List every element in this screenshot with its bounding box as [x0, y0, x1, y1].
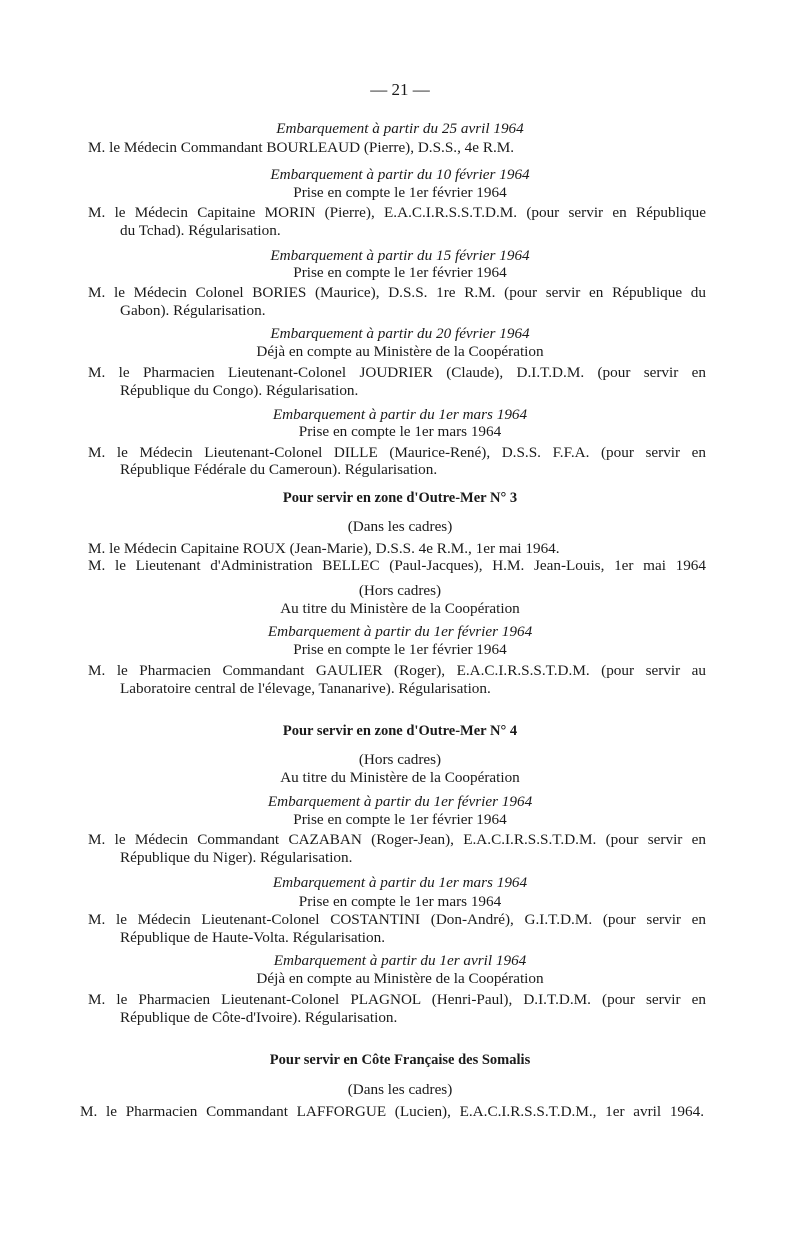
- section-heading: Pour servir en zone d'Outre-Mer N° 4: [282, 723, 518, 739]
- entry-line: M. le Pharmacien Commandant LAFFORGUE (Lucien), E.A.C.I.R.S.S.T.D.M., 1er avril 1964.: [80, 1103, 704, 1120]
- heading-embarkation: Embarquement à partir du 1er mars 1964: [272, 874, 528, 891]
- heading-account: Prise en compte le 1er février 1964: [293, 641, 507, 658]
- entry-line: M. le Médecin Capitaine MORIN (Pierre), E.A.C.I.R.S.S.T.D.M. (pour servir en République: [88, 204, 706, 221]
- subheading: Au titre du Ministère de la Coopération: [280, 600, 520, 617]
- heading-account: Déjà en compte au Ministère de la Coopération: [256, 343, 544, 360]
- subheading: (Dans les cadres): [347, 518, 453, 535]
- entry-line: M. le Pharmacien Commandant GAULIER (Roger), E.A.C.I.R.S.S.T.D.M. (pour servir au: [88, 662, 706, 679]
- entry-line: M. le Pharmacien Lieutenant-Colonel PLAGNOL (Henri-Paul), D.I.T.D.M. (pour servir en: [88, 991, 706, 1008]
- heading-account: Prise en compte le 1er février 1964: [293, 264, 507, 281]
- entry-continuation: du Tchad). Régularisation.: [120, 222, 281, 239]
- subheading: Au titre du Ministère de la Coopération: [280, 769, 520, 786]
- heading-embarkation: Embarquement à partir du 15 février 1964: [270, 247, 530, 264]
- entry-line: M. le Lieutenant d'Administration BELLEC (Paul-Jacques), H.M. Jean-Louis, 1er mai 1964: [88, 557, 706, 574]
- subheading: (Dans les cadres): [347, 1081, 453, 1098]
- heading-embarkation: Embarquement à partir du 1er avril 1964: [273, 952, 527, 969]
- entry-line: M. le Pharmacien Lieutenant-Colonel JOUDRIER (Claude), D.I.T.D.M. (pour servir en: [88, 364, 706, 381]
- entry-line: M. le Médecin Lieutenant-Colonel DILLE (Maurice-René), D.S.S. F.F.A. (pour servir en: [88, 444, 706, 461]
- entry-line: M. le Médecin Capitaine ROUX (Jean-Marie), D.S.S. 4e R.M., 1er mai 1964.: [88, 540, 560, 557]
- heading-embarkation: Embarquement à partir du 25 avril 1964: [276, 120, 524, 137]
- entry-line: M. le Médecin Colonel BORIES (Maurice), D.S.S. 1re R.M. (pour servir en République du: [88, 284, 706, 301]
- heading-account: Déjà en compte au Ministère de la Coopération: [256, 970, 544, 987]
- heading-embarkation: Embarquement à partir du 20 février 1964: [270, 325, 530, 342]
- heading-account: Prise en compte le 1er mars 1964: [298, 423, 502, 440]
- heading-embarkation: Embarquement à partir du 1er février 1964: [267, 793, 533, 810]
- entry-continuation: République du Niger). Régularisation.: [120, 849, 353, 866]
- section-heading: Pour servir en zone d'Outre-Mer N° 3: [282, 490, 518, 506]
- entry-continuation: Gabon). Régularisation.: [120, 302, 266, 319]
- subheading: (Hors cadres): [358, 751, 442, 768]
- heading-account: Prise en compte le 1er février 1964: [293, 184, 507, 201]
- heading-embarkation: Embarquement à partir du 1er mars 1964: [272, 406, 528, 423]
- entry-continuation: République Fédérale du Cameroun). Régularisation.: [120, 461, 438, 478]
- entry-continuation: République de Côte-d'Ivoire). Régularisation.: [120, 1009, 398, 1026]
- entry-line: M. le Médecin Commandant BOURLEAUD (Pierre), D.S.S., 4e R.M.: [88, 139, 515, 156]
- entry-line: M. le Médecin Commandant CAZABAN (Roger-Jean), E.A.C.I.R.S.S.T.D.M. (pour servir en: [88, 831, 706, 848]
- heading-embarkation: Embarquement à partir du 1er février 1964: [267, 623, 533, 640]
- entry-line: M. le Médecin Lieutenant-Colonel COSTANTINI (Don-André), G.I.T.D.M. (pour servir en: [88, 911, 706, 928]
- entry-continuation: République du Congo). Régularisation.: [120, 382, 359, 399]
- entry-continuation: Laboratoire central de l'élevage, Tananarive). Régularisation.: [120, 680, 491, 697]
- subheading: (Hors cadres): [358, 582, 442, 599]
- heading-account: Prise en compte le 1er février 1964: [293, 811, 507, 828]
- entry-continuation: République de Haute-Volta. Régularisation.: [120, 929, 386, 946]
- section-heading: Pour servir en Côte Française des Somalis: [269, 1052, 531, 1068]
- page-number: — 21 —: [370, 80, 430, 99]
- heading-embarkation: Embarquement à partir du 10 février 1964: [270, 166, 530, 183]
- heading-account: Prise en compte le 1er mars 1964: [298, 893, 502, 910]
